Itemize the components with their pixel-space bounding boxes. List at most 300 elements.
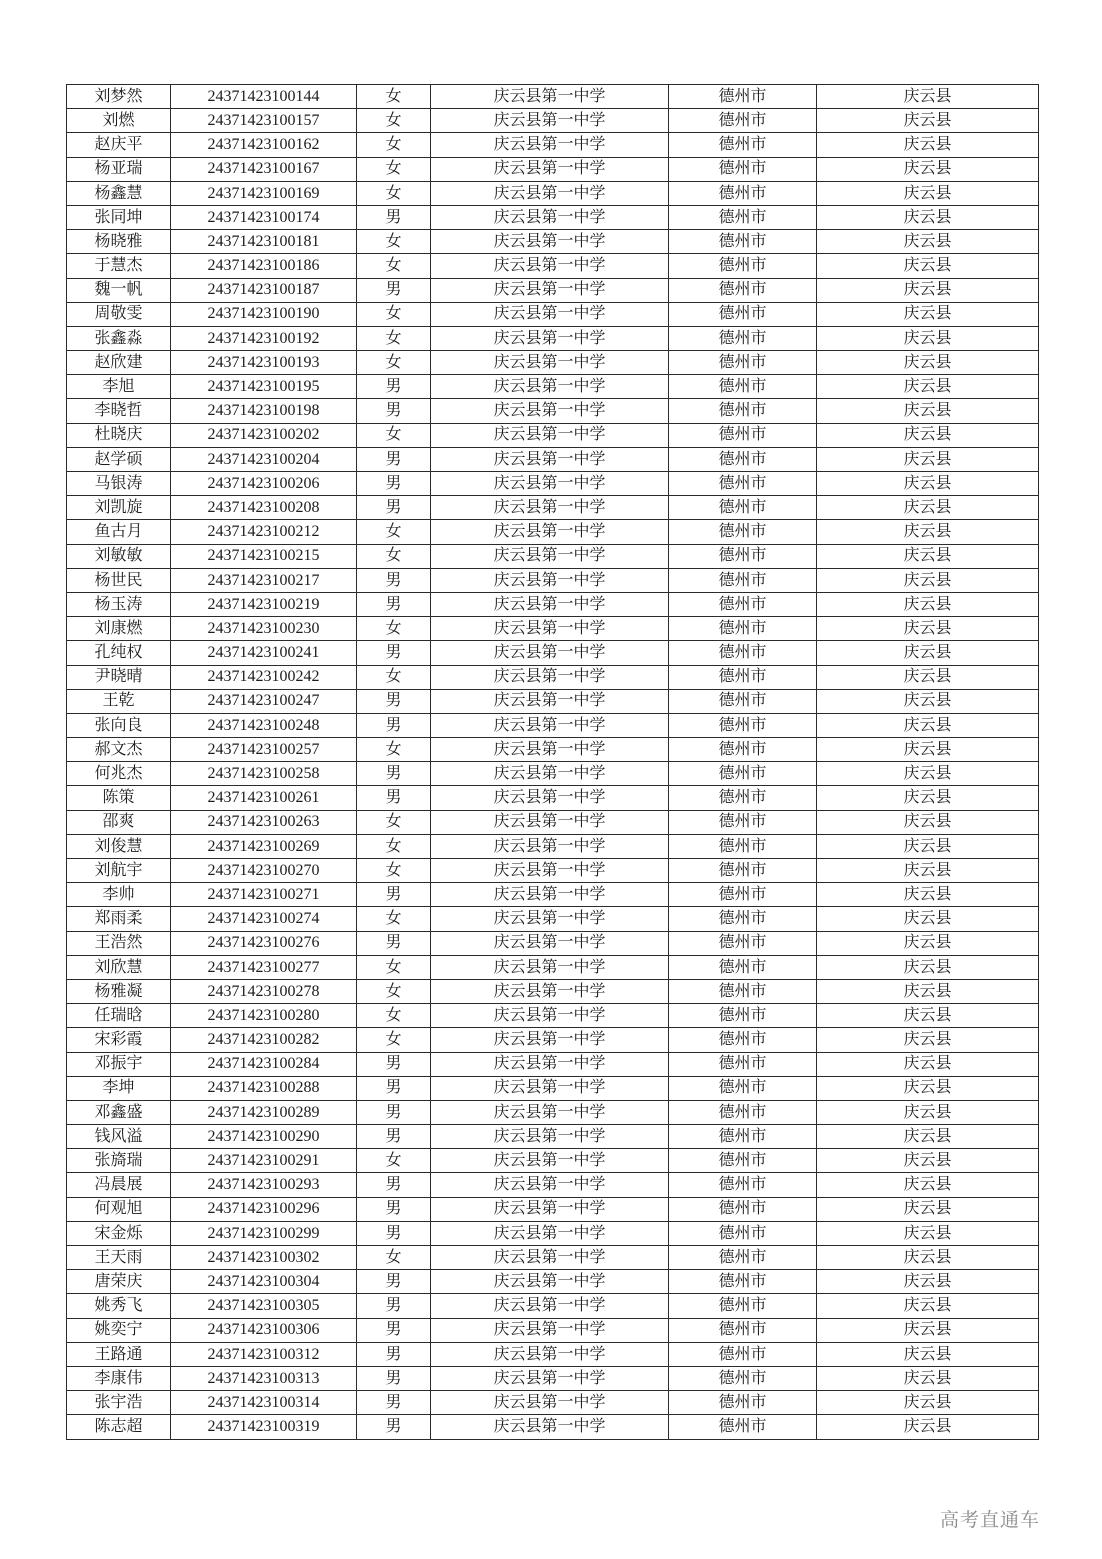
table-cell: 庆云县 <box>817 205 1039 229</box>
table-cell: 24371423100206 <box>171 472 357 496</box>
table-row <box>67 447 1039 471</box>
table-cell: 庆云县第一中学 <box>431 1149 669 1173</box>
table-cell: 庆云县第一中学 <box>431 859 669 883</box>
table-cell: 杨鑫慧 <box>67 181 171 205</box>
table-cell: 德州市 <box>669 713 817 737</box>
table-cell: 李晓哲 <box>67 399 171 423</box>
table-cell: 24371423100195 <box>171 375 357 399</box>
table-cell: 女 <box>357 423 431 447</box>
table-cell: 男 <box>357 1270 431 1294</box>
table-cell: 24371423100299 <box>171 1221 357 1245</box>
table-cell: 德州市 <box>669 786 817 810</box>
table-cell: 男 <box>357 1125 431 1149</box>
table-cell: 男 <box>357 641 431 665</box>
table-cell: 24371423100290 <box>171 1125 357 1149</box>
table-cell: 郑雨柔 <box>67 907 171 931</box>
table-cell: 庆云县第一中学 <box>431 205 669 229</box>
table-cell: 24371423100282 <box>171 1028 357 1052</box>
table-cell: 德州市 <box>669 810 817 834</box>
table-cell: 庆云县第一中学 <box>431 1221 669 1245</box>
table-cell: 德州市 <box>669 278 817 302</box>
table-cell: 庆云县第一中学 <box>431 955 669 979</box>
table-cell: 女 <box>357 665 431 689</box>
table-cell: 男 <box>357 1052 431 1076</box>
table-cell: 庆云县 <box>817 399 1039 423</box>
table-cell: 24371423100293 <box>171 1173 357 1197</box>
table-cell: 德州市 <box>669 85 817 109</box>
table-cell: 庆云县 <box>817 1391 1039 1415</box>
table-cell: 庆云县第一中学 <box>431 883 669 907</box>
table-row <box>67 1052 1039 1076</box>
table-cell: 24371423100242 <box>171 665 357 689</box>
table-cell: 杨玉涛 <box>67 592 171 616</box>
table-cell: 德州市 <box>669 883 817 907</box>
table-row <box>67 955 1039 979</box>
table-cell: 庆云县 <box>817 544 1039 568</box>
table-cell: 德州市 <box>669 447 817 471</box>
table-cell: 德州市 <box>669 568 817 592</box>
table-cell: 男 <box>357 762 431 786</box>
table-cell: 庆云县第一中学 <box>431 109 669 133</box>
table-cell: 德州市 <box>669 109 817 133</box>
table-cell: 男 <box>357 399 431 423</box>
table-cell: 德州市 <box>669 955 817 979</box>
table-cell: 24371423100248 <box>171 713 357 737</box>
table-cell: 男 <box>357 496 431 520</box>
table-cell: 庆云县 <box>817 1342 1039 1366</box>
table-cell: 周敬雯 <box>67 302 171 326</box>
table-cell: 庆云县第一中学 <box>431 1004 669 1028</box>
table-cell: 24371423100241 <box>171 641 357 665</box>
table-cell: 庆云县第一中学 <box>431 85 669 109</box>
table-cell: 女 <box>357 157 431 181</box>
table-cell: 男 <box>357 713 431 737</box>
table-cell: 姚秀飞 <box>67 1294 171 1318</box>
table-row <box>67 1197 1039 1221</box>
table-cell: 庆云县第一中学 <box>431 351 669 375</box>
table-cell: 庆云县第一中学 <box>431 1125 669 1149</box>
table-cell: 德州市 <box>669 931 817 955</box>
table-cell: 庆云县第一中学 <box>431 326 669 350</box>
table-cell: 24371423100258 <box>171 762 357 786</box>
table-cell: 24371423100193 <box>171 351 357 375</box>
table-cell: 庆云县第一中学 <box>431 254 669 278</box>
table-cell: 杜晓庆 <box>67 423 171 447</box>
table-cell: 24371423100198 <box>171 399 357 423</box>
table-cell: 庆云县 <box>817 786 1039 810</box>
table-cell: 德州市 <box>669 496 817 520</box>
table-row <box>67 883 1039 907</box>
table-row <box>67 1100 1039 1124</box>
table-cell: 庆云县 <box>817 979 1039 1003</box>
table-cell: 庆云县 <box>817 1052 1039 1076</box>
table-cell: 男 <box>357 375 431 399</box>
table-cell: 庆云县 <box>817 568 1039 592</box>
table-cell: 庆云县第一中学 <box>431 496 669 520</box>
table-cell: 王路通 <box>67 1342 171 1366</box>
table-cell: 男 <box>357 1197 431 1221</box>
table-cell: 24371423100208 <box>171 496 357 520</box>
table-cell: 庆云县第一中学 <box>431 1366 669 1390</box>
table-cell: 德州市 <box>669 205 817 229</box>
table-cell: 庆云县 <box>817 1270 1039 1294</box>
table-cell: 庆云县 <box>817 133 1039 157</box>
table-cell: 庆云县 <box>817 1246 1039 1270</box>
table-row <box>67 230 1039 254</box>
table-cell: 德州市 <box>669 230 817 254</box>
table-cell: 刘航宇 <box>67 859 171 883</box>
table-cell: 李康伟 <box>67 1366 171 1390</box>
table-cell: 德州市 <box>669 859 817 883</box>
table-cell: 24371423100291 <box>171 1149 357 1173</box>
table-cell: 刘欣慧 <box>67 955 171 979</box>
table-cell: 庆云县第一中学 <box>431 738 669 762</box>
table-cell: 庆云县第一中学 <box>431 230 669 254</box>
table-cell: 赵学硕 <box>67 447 171 471</box>
table-row <box>67 109 1039 133</box>
table-cell: 24371423100314 <box>171 1391 357 1415</box>
table-cell: 王乾 <box>67 689 171 713</box>
table-cell: 24371423100217 <box>171 568 357 592</box>
table-cell: 24371423100162 <box>171 133 357 157</box>
table-cell: 庆云县 <box>817 326 1039 350</box>
table-row <box>67 1270 1039 1294</box>
table-cell: 女 <box>357 1028 431 1052</box>
table-cell: 男 <box>357 1100 431 1124</box>
table-cell: 唐荣庆 <box>67 1270 171 1294</box>
table-cell: 24371423100313 <box>171 1366 357 1390</box>
table-cell: 陈策 <box>67 786 171 810</box>
table-cell: 庆云县第一中学 <box>431 278 669 302</box>
table-cell: 刘敏敏 <box>67 544 171 568</box>
table-cell: 庆云县第一中学 <box>431 399 669 423</box>
table-cell: 庆云县第一中学 <box>431 1294 669 1318</box>
table-cell: 庆云县第一中学 <box>431 568 669 592</box>
table-cell: 李帅 <box>67 883 171 907</box>
table-cell: 庆云县 <box>817 1028 1039 1052</box>
table-cell: 女 <box>357 810 431 834</box>
table-cell: 何观旭 <box>67 1197 171 1221</box>
table-cell: 钱风溢 <box>67 1125 171 1149</box>
table-row <box>67 931 1039 955</box>
table-cell: 德州市 <box>669 979 817 1003</box>
table-cell: 德州市 <box>669 472 817 496</box>
table-row <box>67 472 1039 496</box>
table-cell: 庆云县第一中学 <box>431 810 669 834</box>
table-cell: 杨世民 <box>67 568 171 592</box>
table-cell: 庆云县第一中学 <box>431 447 669 471</box>
table-cell: 庆云县 <box>817 351 1039 375</box>
table-cell: 庆云县 <box>817 810 1039 834</box>
table-cell: 女 <box>357 955 431 979</box>
table-cell: 德州市 <box>669 133 817 157</box>
table-cell: 24371423100278 <box>171 979 357 1003</box>
table-cell: 男 <box>357 1391 431 1415</box>
table-cell: 男 <box>357 1415 431 1439</box>
table-cell: 德州市 <box>669 1028 817 1052</box>
table-cell: 24371423100181 <box>171 230 357 254</box>
table-cell: 宋金烁 <box>67 1221 171 1245</box>
table-cell: 庆云县 <box>817 157 1039 181</box>
table-row <box>67 1004 1039 1028</box>
table-row <box>67 85 1039 109</box>
table-cell: 庆云县 <box>817 955 1039 979</box>
table-cell: 德州市 <box>669 399 817 423</box>
table-row <box>67 1342 1039 1366</box>
table-cell: 德州市 <box>669 592 817 616</box>
table-cell: 德州市 <box>669 1004 817 1028</box>
table-cell: 宋彩霞 <box>67 1028 171 1052</box>
table-cell: 男 <box>357 568 431 592</box>
table-cell: 孔纯权 <box>67 641 171 665</box>
table-cell: 男 <box>357 447 431 471</box>
table-cell: 庆云县第一中学 <box>431 641 669 665</box>
table-cell: 女 <box>357 181 431 205</box>
table-cell: 德州市 <box>669 181 817 205</box>
table-cell: 男 <box>357 931 431 955</box>
table-cell: 女 <box>357 302 431 326</box>
table-cell: 庆云县 <box>817 302 1039 326</box>
table-cell: 庆云县第一中学 <box>431 157 669 181</box>
table-cell: 庆云县第一中学 <box>431 979 669 1003</box>
table-cell: 张鑫淼 <box>67 326 171 350</box>
table-cell: 庆云县第一中学 <box>431 1052 669 1076</box>
table-cell: 德州市 <box>669 1270 817 1294</box>
table-cell: 庆云县第一中学 <box>431 544 669 568</box>
table-cell: 24371423100276 <box>171 931 357 955</box>
table-cell: 德州市 <box>669 1221 817 1245</box>
table-cell: 庆云县 <box>817 883 1039 907</box>
table-cell: 德州市 <box>669 254 817 278</box>
table-cell: 庆云县 <box>817 689 1039 713</box>
table-cell: 庆云县第一中学 <box>431 1318 669 1342</box>
table-cell: 德州市 <box>669 665 817 689</box>
table-cell: 庆云县第一中学 <box>431 713 669 737</box>
table-cell: 李坤 <box>67 1076 171 1100</box>
table-cell: 德州市 <box>669 1294 817 1318</box>
table-cell: 庆云县第一中学 <box>431 1100 669 1124</box>
table-cell: 庆云县 <box>817 592 1039 616</box>
table-cell: 庆云县 <box>817 1173 1039 1197</box>
student-table-body <box>67 85 1039 1440</box>
table-cell: 庆云县第一中学 <box>431 592 669 616</box>
table-cell: 庆云县第一中学 <box>431 1270 669 1294</box>
table-cell: 庆云县 <box>817 859 1039 883</box>
table-row <box>67 181 1039 205</box>
table-cell: 邓鑫盛 <box>67 1100 171 1124</box>
table-cell: 庆云县第一中学 <box>431 1415 669 1439</box>
table-cell: 德州市 <box>669 326 817 350</box>
table-cell: 于慧杰 <box>67 254 171 278</box>
table-cell: 德州市 <box>669 1415 817 1439</box>
table-cell: 庆云县 <box>817 1076 1039 1100</box>
table-cell: 庆云县 <box>817 1197 1039 1221</box>
table-cell: 杨晓雅 <box>67 230 171 254</box>
table-cell: 庆云县 <box>817 1125 1039 1149</box>
table-row <box>67 592 1039 616</box>
table-cell: 女 <box>357 834 431 858</box>
table-cell: 男 <box>357 883 431 907</box>
table-cell: 王天雨 <box>67 1246 171 1270</box>
table-cell: 24371423100277 <box>171 955 357 979</box>
table-cell: 庆云县 <box>817 496 1039 520</box>
table-cell: 王浩然 <box>67 931 171 955</box>
table-cell: 庆云县第一中学 <box>431 133 669 157</box>
table-row <box>67 326 1039 350</box>
table-cell: 德州市 <box>669 157 817 181</box>
table-cell: 庆云县 <box>817 423 1039 447</box>
table-cell: 庆云县 <box>817 520 1039 544</box>
table-cell: 刘康燃 <box>67 617 171 641</box>
table-cell: 德州市 <box>669 1318 817 1342</box>
table-cell: 男 <box>357 1366 431 1390</box>
table-cell: 24371423100230 <box>171 617 357 641</box>
table-cell: 24371423100186 <box>171 254 357 278</box>
table-cell: 男 <box>357 1294 431 1318</box>
table-cell: 庆云县 <box>817 1294 1039 1318</box>
table-cell: 庆云县 <box>817 762 1039 786</box>
table-cell: 24371423100174 <box>171 205 357 229</box>
table-cell: 庆云县第一中学 <box>431 302 669 326</box>
table-cell: 24371423100157 <box>171 109 357 133</box>
table-cell: 任瑞晗 <box>67 1004 171 1028</box>
table-cell: 24371423100212 <box>171 520 357 544</box>
table-row <box>67 568 1039 592</box>
table-cell: 24371423100263 <box>171 810 357 834</box>
table-row <box>67 979 1039 1003</box>
table-cell: 庆云县 <box>817 907 1039 931</box>
table-cell: 德州市 <box>669 1125 817 1149</box>
table-cell: 刘凯旋 <box>67 496 171 520</box>
table-cell: 德州市 <box>669 351 817 375</box>
table-cell: 庆云县 <box>817 375 1039 399</box>
table-cell: 庆云县第一中学 <box>431 786 669 810</box>
table-row <box>67 641 1039 665</box>
table-cell: 德州市 <box>669 1076 817 1100</box>
table-cell: 庆云县 <box>817 834 1039 858</box>
table-cell: 24371423100190 <box>171 302 357 326</box>
table-cell: 女 <box>357 617 431 641</box>
table-cell: 女 <box>357 109 431 133</box>
table-cell: 德州市 <box>669 1197 817 1221</box>
table-cell: 女 <box>357 520 431 544</box>
table-cell: 男 <box>357 278 431 302</box>
table-row <box>67 810 1039 834</box>
table-row <box>67 1076 1039 1100</box>
table-cell: 24371423100274 <box>171 907 357 931</box>
table-cell: 庆云县第一中学 <box>431 931 669 955</box>
table-cell: 德州市 <box>669 834 817 858</box>
table-cell: 庆云县第一中学 <box>431 1246 669 1270</box>
table-cell: 24371423100204 <box>171 447 357 471</box>
table-cell: 男 <box>357 1318 431 1342</box>
table-row <box>67 302 1039 326</box>
table-cell: 庆云县 <box>817 1149 1039 1173</box>
table-cell: 24371423100261 <box>171 786 357 810</box>
table-cell: 德州市 <box>669 1173 817 1197</box>
table-cell: 男 <box>357 472 431 496</box>
table-cell: 24371423100187 <box>171 278 357 302</box>
table-cell: 德州市 <box>669 641 817 665</box>
table-cell: 男 <box>357 786 431 810</box>
table-cell: 男 <box>357 1342 431 1366</box>
table-cell: 女 <box>357 326 431 350</box>
table-cell: 德州市 <box>669 520 817 544</box>
table-cell: 24371423100280 <box>171 1004 357 1028</box>
table-cell: 男 <box>357 1076 431 1100</box>
table-cell: 庆云县第一中学 <box>431 665 669 689</box>
table-cell: 庆云县第一中学 <box>431 181 669 205</box>
table-cell: 德州市 <box>669 1391 817 1415</box>
table-cell: 赵庆平 <box>67 133 171 157</box>
table-row <box>67 1173 1039 1197</box>
table-cell: 刘燃 <box>67 109 171 133</box>
student-roster-table <box>66 84 1039 1440</box>
table-cell: 庆云县 <box>817 617 1039 641</box>
table-row <box>67 1415 1039 1439</box>
table-cell: 24371423100289 <box>171 1100 357 1124</box>
table-cell: 24371423100219 <box>171 592 357 616</box>
table-cell: 女 <box>357 351 431 375</box>
table-cell: 德州市 <box>669 617 817 641</box>
table-cell: 女 <box>357 230 431 254</box>
table-cell: 24371423100167 <box>171 157 357 181</box>
table-cell: 24371423100304 <box>171 1270 357 1294</box>
table-cell: 邵爽 <box>67 810 171 834</box>
table-row <box>67 1028 1039 1052</box>
table-cell: 24371423100257 <box>171 738 357 762</box>
table-cell: 鱼古月 <box>67 520 171 544</box>
table-cell: 庆云县第一中学 <box>431 1342 669 1366</box>
table-cell: 邓振宇 <box>67 1052 171 1076</box>
table-cell: 庆云县 <box>817 1100 1039 1124</box>
table-cell: 李旭 <box>67 375 171 399</box>
table-cell: 赵欣建 <box>67 351 171 375</box>
table-cell: 24371423100270 <box>171 859 357 883</box>
table-cell: 德州市 <box>669 762 817 786</box>
table-cell: 魏一帆 <box>67 278 171 302</box>
table-cell: 庆云县第一中学 <box>431 423 669 447</box>
table-row <box>67 1391 1039 1415</box>
watermark-text: 高考直通车 <box>939 1510 1040 1531</box>
table-cell: 庆云县第一中学 <box>431 1076 669 1100</box>
table-cell: 男 <box>357 592 431 616</box>
table-cell: 庆云县 <box>817 641 1039 665</box>
table-cell: 德州市 <box>669 1246 817 1270</box>
table-row <box>67 786 1039 810</box>
table-cell: 庆云县 <box>817 1221 1039 1245</box>
table-row <box>67 399 1039 423</box>
table-cell: 庆云县第一中学 <box>431 375 669 399</box>
table-cell: 女 <box>357 907 431 931</box>
table-cell: 德州市 <box>669 738 817 762</box>
table-cell: 陈志超 <box>67 1415 171 1439</box>
table-cell: 24371423100271 <box>171 883 357 907</box>
table-cell: 庆云县 <box>817 472 1039 496</box>
table-cell: 德州市 <box>669 1149 817 1173</box>
table-cell: 24371423100215 <box>171 544 357 568</box>
table-cell: 张同坤 <box>67 205 171 229</box>
table-row <box>67 520 1039 544</box>
table-row <box>67 665 1039 689</box>
table-row <box>67 1149 1039 1173</box>
table-cell: 男 <box>357 1173 431 1197</box>
table-cell: 24371423100319 <box>171 1415 357 1439</box>
table-cell: 庆云县第一中学 <box>431 617 669 641</box>
table-cell: 庆云县第一中学 <box>431 1028 669 1052</box>
table-row <box>67 351 1039 375</box>
table-cell: 24371423100296 <box>171 1197 357 1221</box>
